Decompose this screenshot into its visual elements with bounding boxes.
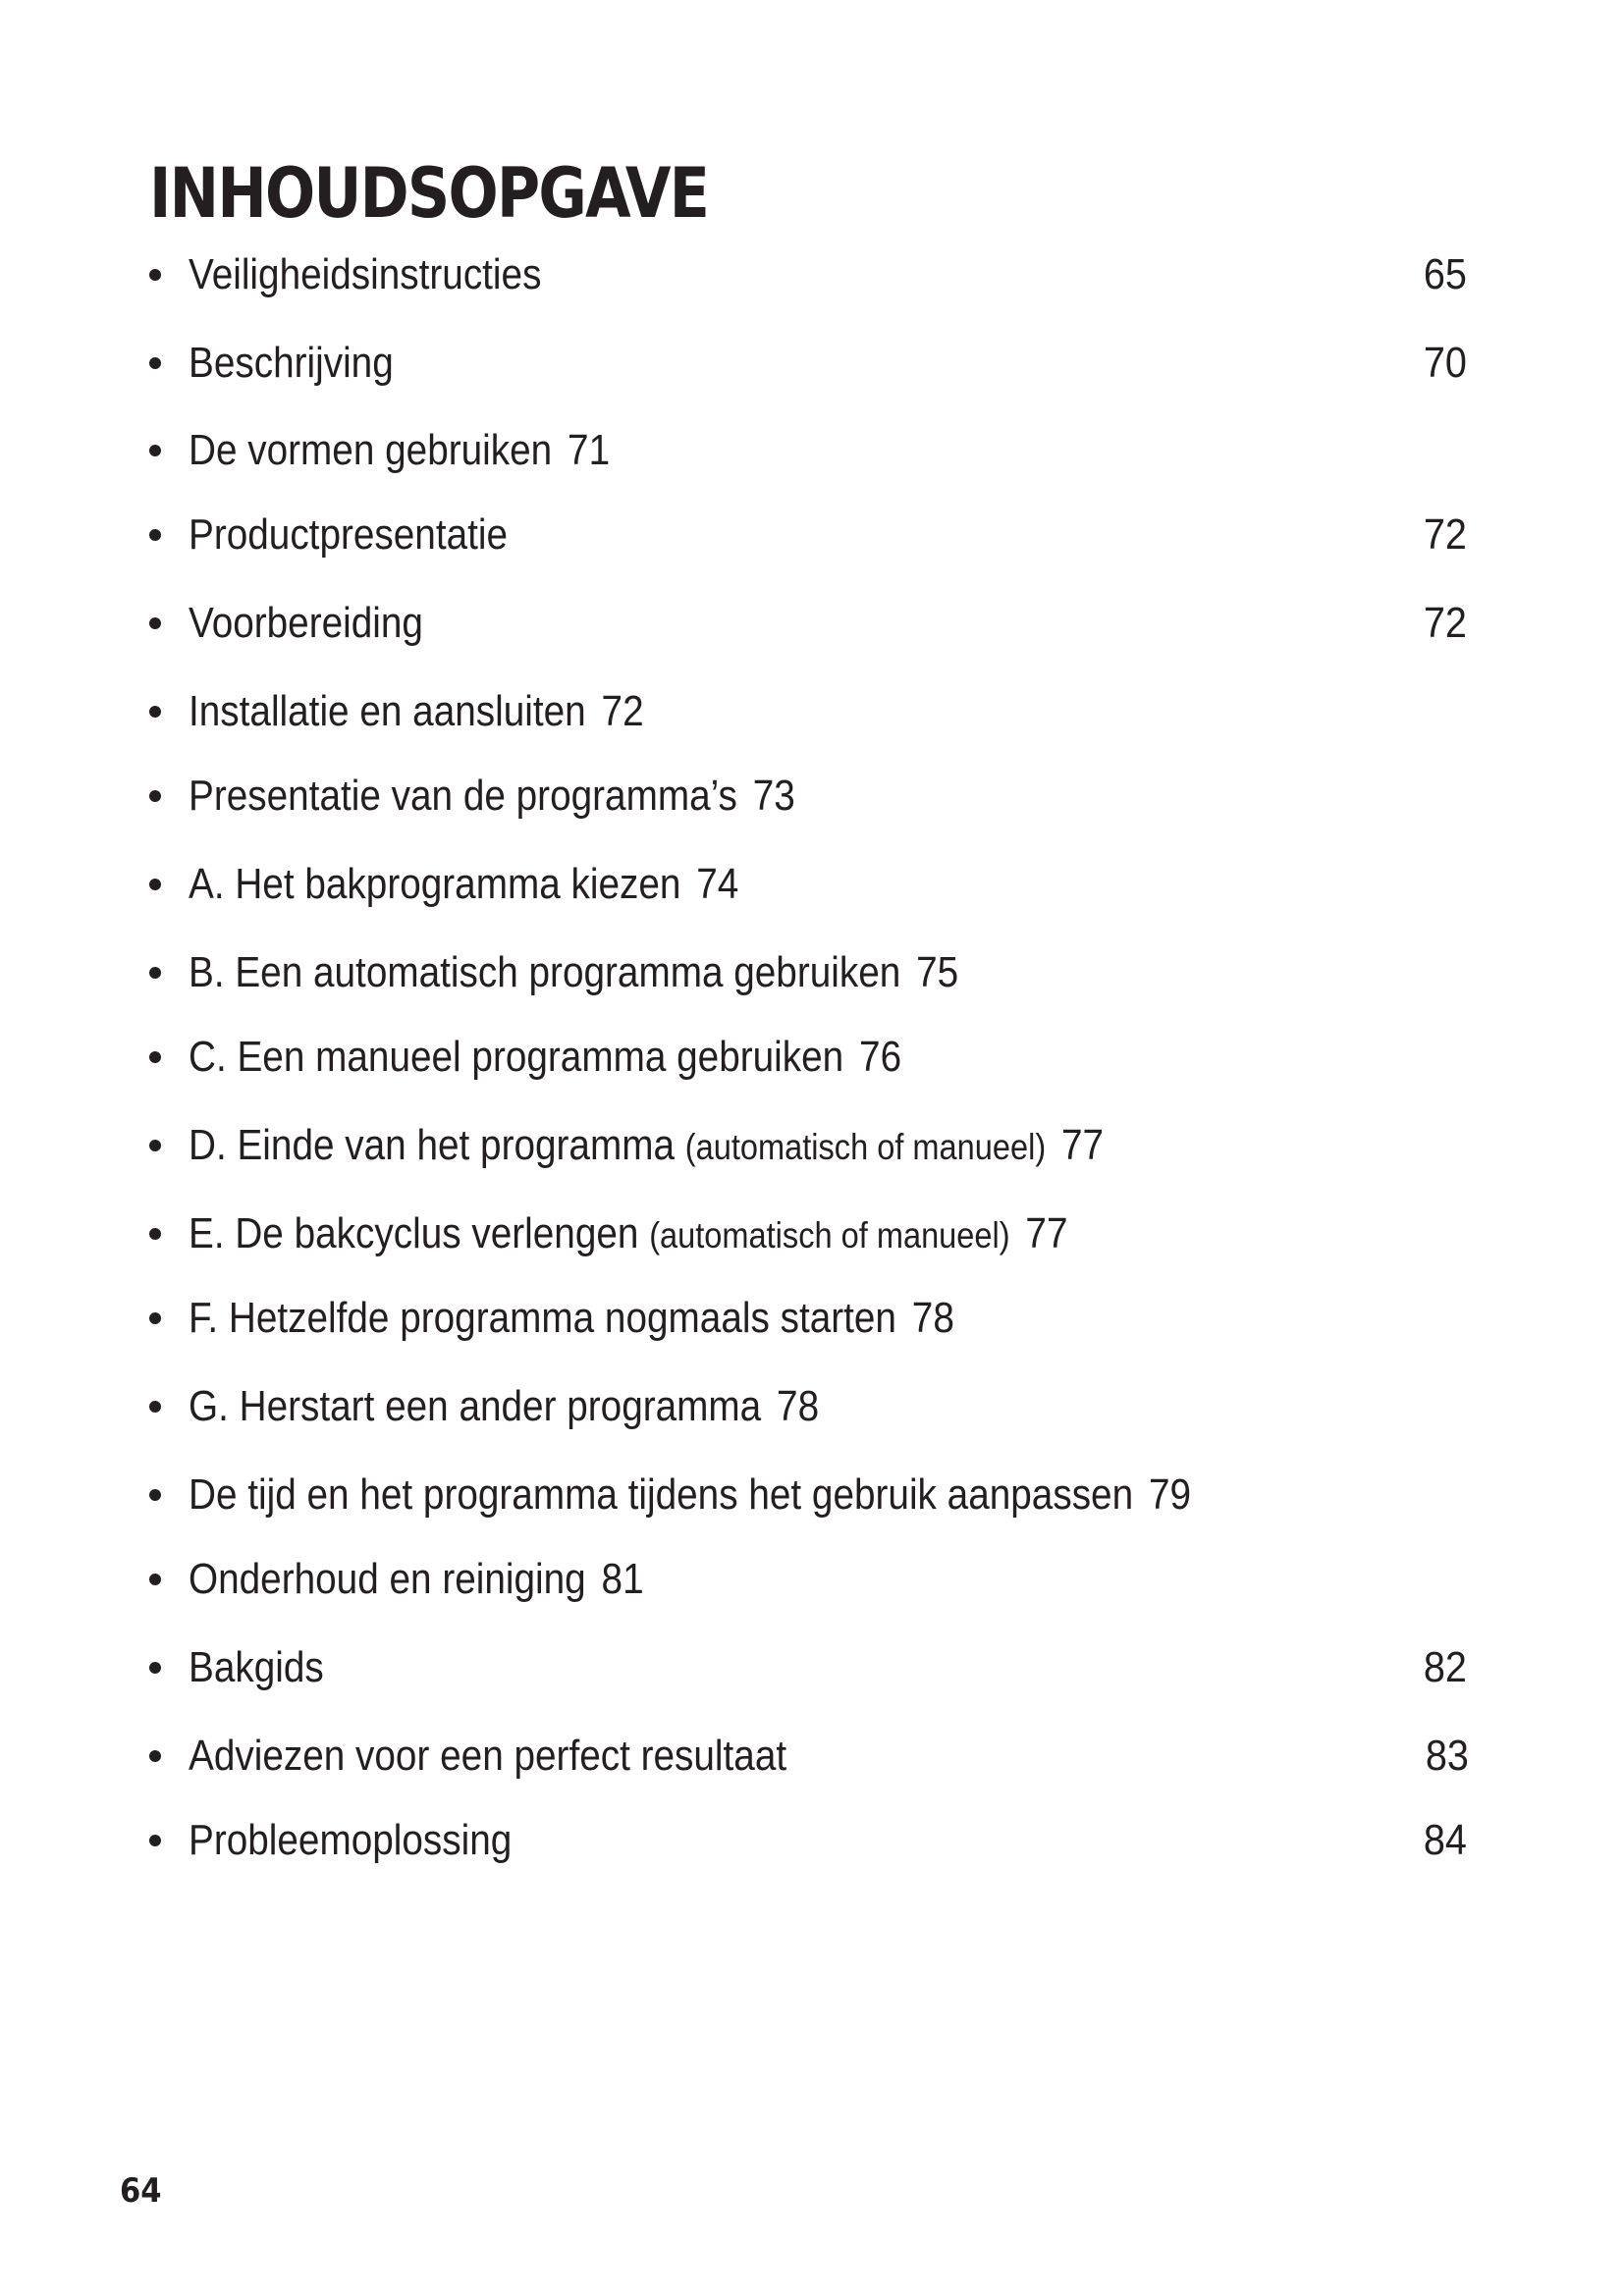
bullet-icon [149,269,161,281]
toc-entry[interactable] [0,334,1624,393]
toc-entry[interactable] [0,1727,1624,1786]
toc-entry-page: 73 [752,772,795,820]
toc-entry-label: Probleemoplossing [189,1816,513,1864]
toc-entry-page: 70 [1423,339,1467,387]
toc-entry-label: G. Herstart een ander programma [189,1382,762,1430]
toc-entry[interactable] [0,1811,1624,1870]
toc-entry[interactable] [0,421,1624,480]
toc-entry[interactable] [0,1466,1624,1524]
toc-entry-label: A. Het bakprogramma kiezen [189,860,681,908]
toc-entry-page: 72 [1423,510,1467,559]
page-title: INHOUDSOPGAVE [149,153,709,234]
toc-entry-page: 81 [601,1555,644,1603]
toc-entry[interactable] [0,767,1624,826]
toc-entry-label: Installatie en aansluiten [189,687,586,735]
bullet-icon [149,967,161,979]
toc-entry-page: 75 [916,948,959,996]
toc-entry[interactable] [0,1204,1624,1263]
toc-entry-label: Adviezen voor een perfect resultaat [189,1732,787,1780]
bullet-icon [149,1228,161,1240]
toc-entry-page: 72 [601,687,644,735]
bullet-icon [149,1051,161,1063]
bullet-icon [149,357,161,369]
toc-entry-page: 78 [777,1382,820,1430]
bullet-icon [149,1312,161,1324]
toc-entry[interactable] [0,943,1624,1002]
toc-entry-label: E. De bakcyclus verlengen [189,1209,639,1257]
toc-entry-label: Presentatie van de programma’s [189,772,737,820]
toc-entry-page: 82 [1423,1643,1467,1691]
toc-entry-note: (automatisch of manueel) [684,1127,1047,1167]
bullet-icon [149,529,161,541]
bullet-icon [149,1574,161,1585]
bullet-icon [149,1835,161,1846]
toc-entry-label: B. Een automatisch programma gebruiken [189,948,901,996]
toc-entry-label: Veiligheidsinstructies [189,250,542,298]
toc-entry[interactable] [0,594,1624,653]
toc-entry[interactable] [0,682,1624,741]
toc-entry-label: F. Hetzelfde programma nogmaals starten [189,1294,896,1342]
toc-entry-page: 84 [1423,1816,1467,1864]
bullet-icon [149,617,161,629]
bullet-icon [149,790,161,802]
toc-entry-page: 78 [911,1294,954,1342]
bullet-icon [149,1489,161,1501]
toc-entry[interactable] [0,1377,1624,1436]
toc-entry[interactable] [0,245,1624,304]
toc-entry[interactable] [0,855,1624,914]
toc-entry-page: 76 [859,1033,902,1081]
toc-entry-label: D. Einde van het programma [189,1121,676,1169]
toc-entry-page: 77 [1025,1209,1068,1257]
bullet-icon [149,1140,161,1151]
toc-entry[interactable] [0,1638,1624,1697]
toc-entry-label: Voorbereiding [189,599,423,647]
toc-entry-label: C. Een manueel programma gebruiken [189,1033,844,1081]
toc-entry-label: Onderhoud en reiniging [189,1555,586,1603]
toc-entry-page: 72 [1423,599,1467,647]
toc-entry-label: Bakgids [189,1643,324,1691]
toc-entry-label: De tijd en het programma tijdens het gebruik aanpassen [189,1470,1134,1519]
toc-entry-label: De vormen gebruiken [189,426,553,474]
bullet-icon [149,445,161,456]
bullet-icon [149,1662,161,1674]
toc-entry-page: 65 [1423,250,1467,298]
bullet-icon [149,879,161,890]
toc-entry-page: 77 [1061,1121,1105,1169]
toc-entry[interactable] [0,1550,1624,1609]
toc-entry-page: 74 [696,860,739,908]
toc-entry-page: 79 [1148,1470,1192,1519]
bullet-icon [149,706,161,718]
toc-entry-label: Productpresentatie [189,510,509,559]
toc-entry-page: 83 [1425,1732,1469,1780]
toc-entry[interactable] [0,506,1624,564]
toc-entry-note: (automatisch of manueel) [649,1215,1010,1255]
toc-entry[interactable] [0,1116,1624,1175]
toc-entry-label: Beschrijving [189,339,394,387]
toc-entry[interactable] [0,1289,1624,1348]
toc-entry[interactable] [0,1028,1624,1087]
toc-entry-page: 71 [568,426,611,474]
bullet-icon [149,1750,161,1762]
page-number: 64 [120,2171,162,2211]
bullet-icon [149,1401,161,1413]
